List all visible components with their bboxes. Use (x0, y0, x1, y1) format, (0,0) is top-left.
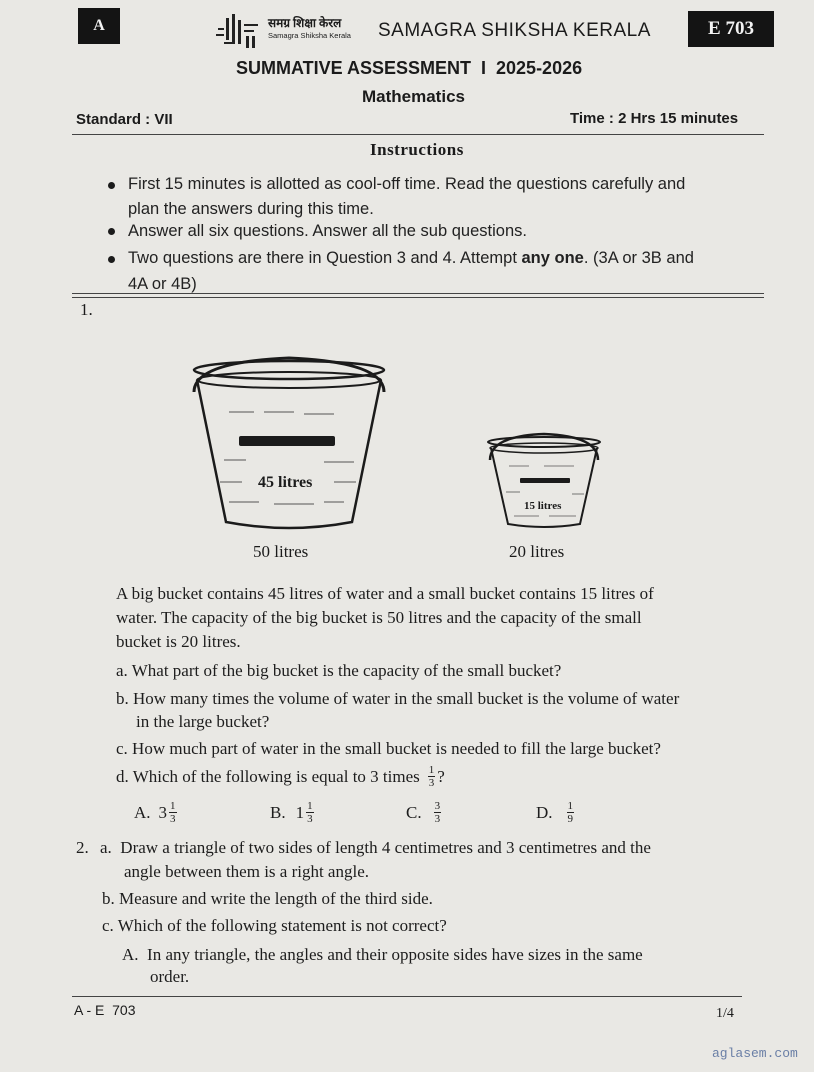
small-bucket-water-label: 15 litres (524, 500, 562, 512)
footer-code: A - E 703 (74, 1002, 136, 1018)
instruction-1-line1: First 15 minutes is allotted as cool-off time. Read the questions carefully and (128, 175, 686, 193)
fraction-denominator: 3 (307, 813, 313, 825)
logo-text-english: Samagra Shiksha Kerala (268, 31, 351, 40)
fraction-numerator: 1 (170, 800, 176, 812)
fraction-numerator: 1 (428, 764, 435, 776)
bullet-icon (108, 182, 115, 189)
option-label: B. (270, 802, 286, 822)
page-number: 1/4 (716, 1006, 734, 1021)
instruction-3-line1 (128, 246, 694, 271)
bullet-icon (108, 228, 115, 235)
instructions-divider-bottom (72, 297, 764, 298)
question-1d-end: ? (437, 766, 445, 786)
question-2b: b. Measure and write the length of the third side. (102, 889, 433, 908)
fraction-denominator: 9 (567, 813, 574, 825)
option-c (406, 800, 443, 825)
fraction-denominator: 3 (170, 813, 176, 825)
bullet-icon (108, 256, 115, 263)
big-bucket-capacity-caption: 50 litres (253, 542, 309, 561)
question-1b-line1: b. How many times the volume of water in the small bucket is the volume of water (116, 689, 680, 708)
instructions-divider-top (72, 293, 764, 294)
instruction-3-emphasis: any one (521, 249, 584, 267)
question-1d (116, 764, 445, 789)
footer-divider (72, 996, 742, 997)
question-1-stem-line1: A big bucket contains 45 litres of water and a small bucket contains 15 litres of (116, 584, 654, 603)
instruction-1-line2: plan the answers during this time. (128, 200, 374, 218)
instruction-2: Answer all six questions. Answer all the sub questions. (128, 222, 527, 240)
question-2a-line2: angle between them is a right angle. (124, 862, 369, 881)
set-code-badge: A (78, 8, 120, 44)
fraction-numerator: 1 (307, 800, 313, 812)
question-2c: c. Which of the following statement is not correct? (102, 916, 447, 935)
paper-code-badge: E 703 (688, 11, 774, 47)
fraction-denominator: 3 (434, 813, 441, 825)
option-b (270, 800, 316, 825)
big-bucket-illustration (184, 352, 394, 532)
question-1c: c. How much part of water in the small bucket is needed to fill the large bucket? (116, 739, 661, 758)
option-fraction (306, 800, 314, 825)
question-2c-option-a-line1: A. In any triangle, the angles and their opposite sides have sizes in the same (122, 945, 643, 964)
question-2a-line1: a. Draw a triangle of two sides of length 4 centimetres and 3 centimetres and the (100, 838, 651, 857)
instructions-heading: Instructions (370, 140, 464, 159)
standard-label: Standard : VII (76, 111, 173, 128)
question-1-number: 1. (80, 300, 93, 319)
subject-title: Mathematics (362, 87, 465, 106)
fraction-numerator: 3 (434, 800, 441, 812)
question-1-stem-line3: bucket is 20 litres. (116, 632, 241, 651)
instruction-3-part-c: . (3A or 3B and (583, 249, 694, 267)
samagra-logo (216, 14, 366, 50)
option-a (134, 800, 179, 825)
option-fraction (169, 800, 177, 825)
small-bucket-capacity-caption: 20 litres (509, 542, 565, 561)
question-1d-fraction (428, 764, 436, 789)
question-1d-text: d. Which of the following is equal to 3 times (116, 766, 420, 786)
big-bucket-water-label: 45 litres (258, 474, 313, 491)
logo-emblem-icon (216, 14, 262, 50)
fraction-numerator: 1 (567, 800, 574, 812)
option-d (536, 800, 576, 825)
header-divider (72, 134, 764, 135)
time-label: Time : 2 Hrs 15 minutes (570, 110, 739, 127)
logo-text-local: समग्र शिक्षा केरल (268, 16, 342, 30)
org-name: SAMAGRA SHIKSHA KERALA (378, 20, 651, 41)
option-fraction (567, 800, 575, 825)
question-2c-option-a-line2: order. (150, 967, 190, 986)
watermark: aglasem.com (712, 1046, 798, 1061)
instruction-3-part-a: Two questions are there in Question 3 and 4. Attempt (128, 249, 522, 267)
question-2-number: 2. (76, 838, 89, 857)
question-1-stem-line2: water. The capacity of the big bucket is 50 litres and the capacity of the small (116, 608, 642, 627)
option-label: C. (406, 802, 422, 822)
option-whole: 1 (295, 802, 305, 822)
question-1b-line2: in the large bucket? (136, 712, 270, 731)
option-label: D. (536, 802, 553, 822)
option-fraction (434, 800, 442, 825)
small-bucket-illustration (484, 430, 604, 530)
option-label: A. (134, 802, 151, 822)
instruction-3-line2: 4A or 4B) (128, 275, 197, 293)
option-whole: 3 (158, 802, 168, 822)
fraction-denominator: 3 (428, 777, 435, 789)
exam-title: SUMMATIVE ASSESSMENT I 2025-2026 (236, 58, 583, 78)
question-1a: a. What part of the big bucket is the capacity of the small bucket? (116, 661, 562, 680)
